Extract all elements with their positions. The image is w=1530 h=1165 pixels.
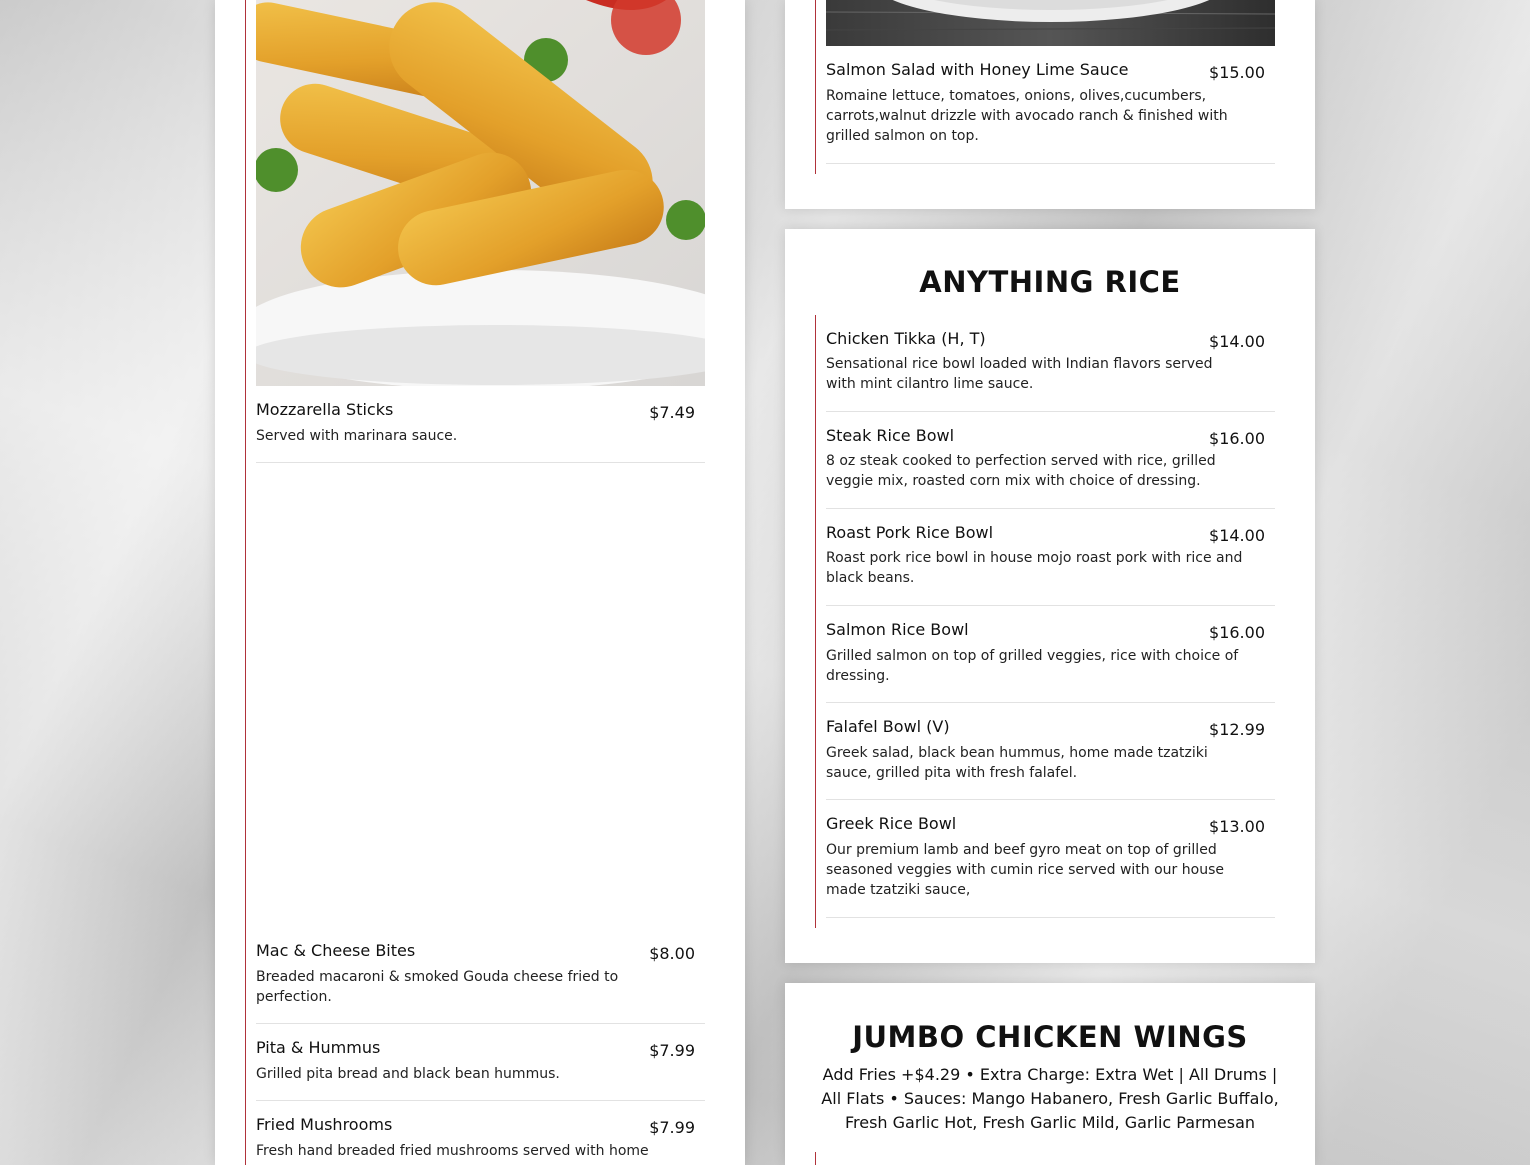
accent-line <box>815 315 816 928</box>
item-price: $14.00 <box>1209 526 1265 545</box>
item-name: Salmon Rice Bowl <box>826 620 969 639</box>
salads-card <box>785 0 1315 209</box>
item-name: Mac & Cheese Bites <box>256 941 416 960</box>
accent-line <box>245 0 246 1165</box>
item-name: Salmon Salad with Honey Lime Sauce <box>826 60 1129 79</box>
item-divider <box>256 1023 705 1024</box>
item-description: Roast pork rice bowl in house mojo roast pork with rice and black beans. <box>826 550 1243 586</box>
item-divider <box>826 702 1275 703</box>
item-description: Our premium lamb and beef gyro meat on top of grilled seasoned veggies with cumin rice served with our house made tzatziki sauce, <box>826 842 1224 898</box>
item-description: Greek salad, black bean hummus, home made tzatziki sauce, grilled pita with fresh falafel. <box>826 745 1208 781</box>
item-description: Grilled salmon on top of grilled veggies, rice with choice of dressing. <box>826 648 1239 684</box>
section-title: JUMBO CHICKEN WINGS <box>852 1020 1248 1054</box>
item-divider <box>826 799 1275 800</box>
item-price: $7.99 <box>649 1118 695 1137</box>
mozzarella-sticks-photo <box>256 0 705 386</box>
item-price: $15.00 <box>1209 63 1265 82</box>
item-name: Roast Pork Rice Bowl <box>826 523 994 542</box>
item-description: Romaine lettuce, tomatoes, onions, olives,cucumbers, carrots,walnut drizzle with avocado ranch & finished with grilled salmon on top. <box>826 88 1228 144</box>
item-price: $7.49 <box>649 403 695 422</box>
item-description: Fresh hand breaded fried mushrooms served with home <box>256 1143 649 1159</box>
item-price: $12.99 <box>1209 720 1265 739</box>
item-divider <box>826 163 1275 164</box>
item-divider <box>826 508 1275 509</box>
item-price: $13.00 <box>1209 817 1265 836</box>
item-divider <box>256 1100 705 1101</box>
item-divider <box>826 917 1275 918</box>
item-name: Greek Rice Bowl <box>826 814 957 833</box>
salmon-salad-photo <box>826 0 1275 46</box>
section-title: ANYTHING RICE <box>919 265 1181 299</box>
item-name: Steak Rice Bowl <box>826 426 955 445</box>
accent-line <box>815 1152 816 1165</box>
item-name: Fried Mushrooms <box>256 1115 393 1134</box>
item-description: Breaded macaroni & smoked Gouda cheese fried to perfection. <box>256 969 619 1005</box>
appetizers-card <box>215 0 745 1165</box>
item-price: $7.99 <box>649 1041 695 1060</box>
item-price: $16.00 <box>1209 429 1265 448</box>
item-name: Pita & Hummus <box>256 1038 381 1057</box>
item-name: Chicken Tikka (H, T) <box>826 329 986 348</box>
accent-line <box>815 0 816 174</box>
item-price: $14.00 <box>1209 332 1265 351</box>
item-description: Sensational rice bowl loaded with Indian flavors served with mint cilantro lime sauce. <box>826 356 1213 392</box>
item-description: Served with marinara sauce. <box>256 428 458 444</box>
item-divider <box>826 605 1275 606</box>
anything-rice-card <box>785 229 1315 963</box>
item-description: 8 oz steak cooked to perfection served with rice, grilled veggie mix, roasted corn mix with choice of dressing. <box>826 453 1216 489</box>
item-description: Grilled pita bread and black bean hummus. <box>256 1066 560 1082</box>
item-name: Mozzarella Sticks <box>256 400 394 419</box>
item-price: $16.00 <box>1209 623 1265 642</box>
item-price: $8.00 <box>649 944 695 963</box>
item-name: Falafel Bowl (V) <box>826 717 950 736</box>
item-divider <box>256 462 705 463</box>
jumbo-chicken-wings-card <box>785 983 1315 1165</box>
item-divider <box>826 411 1275 412</box>
section-note: Add Fries +$4.29 • Extra Charge: Extra Wet | All Drums | All Flats • Sauces: Mango Habanero, Fresh Garlic Buffalo, Fresh Garlic Hot, Fresh Garlic Mild, Garlic Parmesan <box>821 1065 1279 1132</box>
